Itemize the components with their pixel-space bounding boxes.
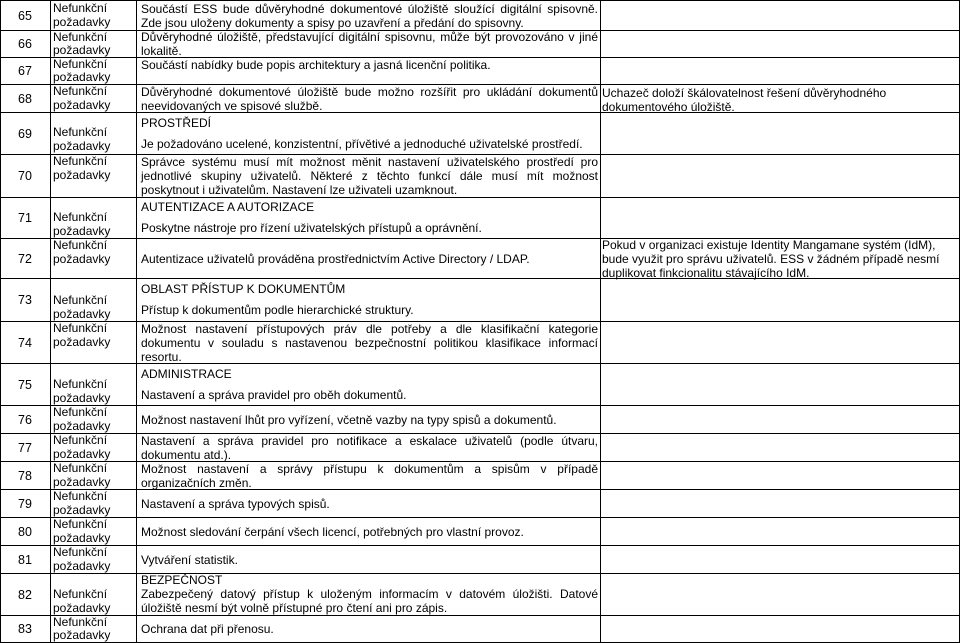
note-cell: [600, 155, 960, 197]
requirement-text: Důvěryhodné dokumentové úložiště bude možno rozšířit pro ukládání dokumentů neevidovaných ve spisové službě.: [136, 85, 600, 112]
note-cell: [600, 1, 960, 30]
note-row-72: Pokud v organizaci existuje Identity Mangamane systém (IdM), bude využit pro správu uživatelů. ESS v žádném případě nesmí duplikovat finkcionalitu stávajícího IdM.: [602, 238, 940, 280]
table-row: [0, 489, 960, 517]
row-number: 72: [18, 251, 32, 266]
table-row: [0, 321, 960, 363]
table-row: [0, 363, 960, 405]
row-number: 68: [18, 91, 32, 106]
requirement-type: Nefunkční požadavky: [50, 616, 136, 642]
row-number: 65: [18, 8, 32, 23]
requirement-text: Součástí ESS bude důvěryhodné dokumentové úložiště sloužící digitální spisovně. Zde jsou uloženy dokumenty a spisy po uzavření a předání do spisovny.: [136, 1, 600, 30]
table-row: [0, 197, 960, 238]
row-number: 75: [18, 377, 32, 392]
requirement-text: Ochrana dat při přenosu.: [136, 616, 600, 642]
row-number: 82: [18, 587, 32, 602]
row-number: 67: [18, 64, 32, 78]
requirement-type: Nefunkční požadavky: [50, 518, 136, 545]
requirement-text: Možnost nastavení a správy přístupu k dokumentům a spisům v případě organizačních změn.: [136, 462, 600, 489]
requirement-type: Nefunkční požadavky: [50, 490, 136, 517]
section-heading: ADMINISTRACE: [141, 366, 232, 381]
table-row: [0, 30, 960, 57]
requirement-text: BEZPEČNOST Zabezpečený datový přístup k uloženým informacím v datovém úložišti. Datové úložiště nesmí být volně přístupné pro čtení ani pro zápis.: [136, 574, 600, 615]
row-number: 81: [18, 552, 32, 567]
row-number: 71: [18, 211, 32, 225]
note-row-68: Uchazeč doloží škálovatelnost řešení důvěryhodného dokumentového úložiště.: [602, 86, 887, 114]
row-number: 73: [18, 293, 32, 307]
table-row: [0, 154, 960, 197]
requirement-type: Nefunkční požadavky: [50, 406, 136, 433]
note-cell: [600, 518, 960, 545]
requirement-type: Nefunkční požadavky: [50, 462, 136, 489]
requirement-text: Důvěryhodné úložiště, představující digitální spisovnu, může být provozováno v jiné lokalitě.: [136, 31, 600, 57]
requirement-text: Nastavení a správa pravidel pro notifikace a eskalace uživatelů (podle útvaru, dokumentu atd.).: [136, 434, 600, 461]
table-row: [0, 545, 960, 573]
requirement-type: Nefunkční požadavky: [50, 155, 136, 197]
table-row: [0, 615, 960, 643]
requirement-type: Nefunkční požadavky: [50, 198, 136, 238]
note-cell: [600, 616, 960, 642]
note-cell: [600, 279, 960, 321]
requirement-type: Nefunkční požadavky: [50, 546, 136, 573]
table-row: [0, 405, 960, 433]
note-cell: [600, 546, 960, 573]
section-heading: BEZPEČNOST: [141, 574, 223, 587]
row-number: 66: [18, 37, 32, 51]
requirement-text: ADMINISTRACE Nastavení a správa pravidel pro oběh dokumentů.: [136, 364, 600, 405]
table-row: [0, 57, 960, 84]
row-number: 83: [18, 622, 32, 636]
requirement-type: Nefunkční požadavky: [50, 1, 136, 30]
note-cell: [600, 434, 960, 461]
note-cell: [600, 113, 960, 154]
row-number: 78: [18, 468, 32, 483]
requirement-type: Nefunkční požadavky: [50, 85, 136, 112]
requirement-text: PROSTŘEDÍ Je požadováno ucelené, konzistentní, přívětivé a jednoduché uživatelské prostředí.: [136, 113, 600, 154]
note-cell: [600, 31, 960, 57]
requirement-text: Autentizace uživatelů prováděna prostřednictvím Active Directory / LDAP.: [136, 239, 600, 278]
requirement-type: Nefunkční požadavky: [50, 434, 136, 461]
requirement-text: Správce systému musí mít možnost měnit nastavení uživatelského prostředí pro jednotlivé skupiny uživatelů. Některé z těchto funkcí dále musí mít možnost poskytnout i uživatelům. Nastavení lze uživateli uzamknout.: [136, 155, 600, 197]
requirement-text: AUTENTIZACE A AUTORIZACE Poskytne nástroje pro řízení uživatelských přístupů a oprávnění.: [136, 198, 600, 238]
row-number: 69: [18, 126, 32, 141]
table-row: [0, 461, 960, 489]
section-heading: PROSTŘEDÍ: [141, 115, 212, 130]
table-row: [0, 112, 960, 154]
note-cell: [600, 58, 960, 84]
table-row: [0, 433, 960, 461]
requirement-text: Možnost nastavení lhůt pro vyřízení, včetně vazby na typy spisů a dokumentů.: [136, 406, 600, 433]
note-cell: [600, 406, 960, 433]
row-number: 80: [18, 524, 32, 539]
row-number: 79: [18, 496, 32, 511]
note-cell: [600, 198, 960, 238]
note-cell: [600, 322, 960, 363]
requirement-type: Nefunkční požadavky: [50, 239, 136, 278]
row-number: 74: [18, 335, 32, 350]
table-row: [0, 517, 960, 545]
table-row: [0, 278, 960, 321]
requirement-text: Vytváření statistik.: [136, 546, 600, 573]
row-number: 76: [18, 412, 32, 427]
requirement-type: Nefunkční požadavky: [50, 31, 136, 57]
requirement-text: Součástí nabídky bude popis architektury a jasná licenční politika.: [136, 58, 600, 84]
requirement-text: Možnost sledování čerpání všech licencí, potřebných pro vlastní provoz.: [136, 518, 600, 545]
section-heading: AUTENTIZACE A AUTORIZACE: [141, 200, 315, 215]
requirement-type: Nefunkční požadavky: [50, 113, 136, 154]
requirement-type: Nefunkční požadavky: [50, 58, 136, 84]
requirement-text: Nastavení a správa typových spisů.: [136, 490, 600, 517]
row-number: 77: [18, 440, 32, 455]
requirement-type: Nefunkční požadavky: [50, 574, 136, 615]
note-cell: [600, 574, 960, 615]
section-heading: OBLAST PŘÍSTUP K DOKUMENTŮM: [141, 281, 346, 296]
table-row: [0, 573, 960, 615]
note-cell: [600, 490, 960, 517]
row-number: 70: [18, 169, 32, 183]
requirement-type: Nefunkční požadavky: [50, 364, 136, 405]
table-row: [0, 0, 960, 30]
requirement-type: Nefunkční požadavky: [50, 279, 136, 321]
requirement-type: Nefunkční požadavky: [50, 322, 136, 363]
requirement-text: Možnost nastavení přístupových práv dle potřeby a dle klasifikační kategorie dokumentu v souladu s nastavenou bezpečnostní politikou klasifikace informací resortu.: [136, 322, 600, 363]
note-cell: [600, 462, 960, 489]
note-cell: [600, 364, 960, 405]
requirement-text: OBLAST PŘÍSTUP K DOKUMENTŮM Přístup k dokumentům podle hierarchické struktury.: [136, 279, 600, 321]
